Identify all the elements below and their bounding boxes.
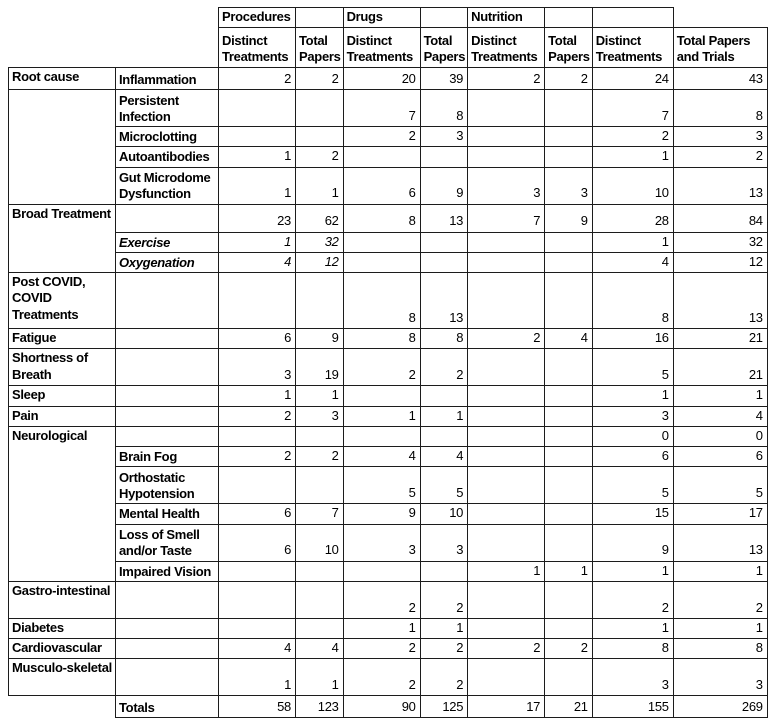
category-cell bbox=[9, 696, 116, 718]
value-cell: 8 bbox=[592, 639, 673, 659]
subcategory-cell: Oxygenation bbox=[116, 252, 219, 272]
value-cell bbox=[545, 349, 593, 386]
value-cell: 5 bbox=[420, 467, 468, 504]
value-cell: 1 bbox=[296, 659, 344, 696]
subcategory-cell bbox=[116, 426, 219, 446]
value-cell: 1 bbox=[219, 232, 296, 252]
value-cell: 1 bbox=[673, 561, 767, 581]
subcategory-cell bbox=[116, 618, 219, 638]
value-cell bbox=[296, 581, 344, 618]
value-cell: 9 bbox=[343, 504, 420, 524]
value-cell bbox=[468, 147, 545, 167]
category-cell: Broad Treatment bbox=[9, 204, 116, 273]
value-cell bbox=[545, 504, 593, 524]
value-cell bbox=[468, 90, 545, 127]
value-cell: 6 bbox=[219, 504, 296, 524]
value-cell bbox=[468, 447, 545, 467]
value-cell bbox=[420, 232, 468, 252]
value-cell: 3 bbox=[673, 127, 767, 147]
value-cell: 4 bbox=[592, 252, 673, 272]
value-cell: 2 bbox=[296, 147, 344, 167]
table-row bbox=[9, 659, 768, 696]
subcategory-cell: Brain Fog bbox=[116, 447, 219, 467]
value-cell: 23 bbox=[219, 204, 296, 232]
column-group-header: Nutrition bbox=[468, 8, 545, 28]
table-row bbox=[9, 581, 768, 618]
column-group-header bbox=[116, 8, 219, 28]
value-cell bbox=[545, 252, 593, 272]
value-cell: 2 bbox=[343, 127, 420, 147]
value-cell bbox=[219, 467, 296, 504]
column-group-header bbox=[420, 8, 468, 28]
value-cell: 1 bbox=[592, 618, 673, 638]
value-cell: 21 bbox=[545, 696, 593, 718]
column-group-header: Drugs bbox=[343, 8, 420, 28]
value-cell bbox=[219, 426, 296, 446]
category-cell: Gastro-intestinal bbox=[9, 581, 116, 618]
subcategory-cell bbox=[116, 406, 219, 426]
value-cell: 17 bbox=[673, 504, 767, 524]
value-cell: 3 bbox=[420, 524, 468, 561]
value-cell bbox=[296, 90, 344, 127]
value-cell: 1 bbox=[673, 618, 767, 638]
column-header bbox=[116, 28, 219, 68]
value-cell bbox=[420, 426, 468, 446]
value-cell: 2 bbox=[343, 581, 420, 618]
value-cell: 1 bbox=[219, 147, 296, 167]
table-row bbox=[9, 68, 768, 90]
value-cell bbox=[296, 467, 344, 504]
category-cell: Sleep bbox=[9, 386, 116, 406]
value-cell: 1 bbox=[296, 386, 344, 406]
value-cell: 2 bbox=[420, 659, 468, 696]
value-cell bbox=[343, 561, 420, 581]
table-row bbox=[9, 406, 768, 426]
value-cell bbox=[545, 524, 593, 561]
column-header: Distinct Treatments bbox=[468, 28, 545, 68]
value-cell: 7 bbox=[468, 204, 545, 232]
value-cell: 2 bbox=[592, 127, 673, 147]
value-cell: 0 bbox=[673, 426, 767, 446]
value-cell: 16 bbox=[592, 329, 673, 349]
value-cell: 2 bbox=[420, 639, 468, 659]
table-row bbox=[9, 204, 768, 232]
value-cell bbox=[343, 426, 420, 446]
category-cell bbox=[9, 90, 116, 205]
value-cell: 9 bbox=[545, 204, 593, 232]
value-cell: 3 bbox=[673, 659, 767, 696]
value-cell: 123 bbox=[296, 696, 344, 718]
subcategory-cell: Mental Health bbox=[116, 504, 219, 524]
subcategory-cell bbox=[116, 329, 219, 349]
table-row bbox=[9, 561, 768, 581]
value-cell: 1 bbox=[592, 147, 673, 167]
category-cell: Neurological bbox=[9, 426, 116, 581]
value-cell: 43 bbox=[673, 68, 767, 90]
value-cell: 2 bbox=[296, 447, 344, 467]
value-cell bbox=[545, 581, 593, 618]
column-header: Distinct Treatments bbox=[219, 28, 296, 68]
header-group-row bbox=[9, 8, 768, 28]
value-cell: 1 bbox=[420, 406, 468, 426]
value-cell: 2 bbox=[219, 447, 296, 467]
value-cell: 4 bbox=[296, 639, 344, 659]
value-cell bbox=[296, 561, 344, 581]
column-group-header bbox=[592, 8, 673, 28]
table-row bbox=[9, 329, 768, 349]
value-cell: 1 bbox=[343, 406, 420, 426]
value-cell: 20 bbox=[343, 68, 420, 90]
value-cell: 8 bbox=[343, 273, 420, 329]
value-cell bbox=[468, 349, 545, 386]
value-cell: 1 bbox=[219, 167, 296, 204]
value-cell bbox=[468, 467, 545, 504]
value-cell bbox=[219, 581, 296, 618]
value-cell: 1 bbox=[468, 561, 545, 581]
table-row bbox=[9, 232, 768, 252]
value-cell bbox=[545, 447, 593, 467]
value-cell: 13 bbox=[420, 204, 468, 232]
value-cell: 1 bbox=[420, 618, 468, 638]
value-cell bbox=[296, 426, 344, 446]
value-cell: 2 bbox=[420, 349, 468, 386]
value-cell: 4 bbox=[219, 252, 296, 272]
value-cell bbox=[219, 90, 296, 127]
value-cell bbox=[468, 252, 545, 272]
category-cell: Root cause bbox=[9, 68, 116, 90]
value-cell: 2 bbox=[592, 581, 673, 618]
value-cell bbox=[296, 618, 344, 638]
value-cell: 2 bbox=[468, 639, 545, 659]
value-cell: 90 bbox=[343, 696, 420, 718]
subcategory-cell: Microclotting bbox=[116, 127, 219, 147]
subcategory-cell bbox=[116, 349, 219, 386]
value-cell bbox=[545, 467, 593, 504]
value-cell: 8 bbox=[592, 273, 673, 329]
value-cell bbox=[468, 618, 545, 638]
value-cell: 0 bbox=[592, 426, 673, 446]
table-header bbox=[9, 8, 768, 68]
value-cell: 2 bbox=[420, 581, 468, 618]
value-cell: 125 bbox=[420, 696, 468, 718]
value-cell bbox=[343, 147, 420, 167]
value-cell: 3 bbox=[296, 406, 344, 426]
value-cell: 3 bbox=[468, 167, 545, 204]
value-cell: 6 bbox=[592, 447, 673, 467]
value-cell: 2 bbox=[343, 349, 420, 386]
value-cell: 13 bbox=[673, 167, 767, 204]
column-group-header bbox=[9, 8, 116, 28]
value-cell bbox=[219, 127, 296, 147]
value-cell: 4 bbox=[219, 639, 296, 659]
value-cell: 2 bbox=[545, 639, 593, 659]
value-cell: 9 bbox=[296, 329, 344, 349]
column-group-header bbox=[673, 8, 767, 28]
value-cell bbox=[343, 386, 420, 406]
subcategory-cell: Persistent Infection bbox=[116, 90, 219, 127]
value-cell bbox=[420, 252, 468, 272]
subcategory-cell: Loss of Smell and/or Taste bbox=[116, 524, 219, 561]
value-cell: 84 bbox=[673, 204, 767, 232]
value-cell: 15 bbox=[592, 504, 673, 524]
value-cell: 7 bbox=[343, 90, 420, 127]
column-group-header bbox=[545, 8, 593, 28]
value-cell: 2 bbox=[468, 329, 545, 349]
table-row bbox=[9, 504, 768, 524]
value-cell bbox=[545, 147, 593, 167]
value-cell: 4 bbox=[420, 447, 468, 467]
treatments-table bbox=[8, 7, 768, 718]
value-cell bbox=[219, 618, 296, 638]
subcategory-cell: Impaired Vision bbox=[116, 561, 219, 581]
value-cell: 58 bbox=[219, 696, 296, 718]
value-cell bbox=[545, 232, 593, 252]
value-cell: 3 bbox=[219, 349, 296, 386]
value-cell bbox=[468, 524, 545, 561]
value-cell: 5 bbox=[673, 467, 767, 504]
value-cell: 7 bbox=[592, 90, 673, 127]
value-cell: 4 bbox=[673, 406, 767, 426]
value-cell bbox=[296, 127, 344, 147]
value-cell: 19 bbox=[296, 349, 344, 386]
value-cell: 32 bbox=[296, 232, 344, 252]
value-cell: 6 bbox=[673, 447, 767, 467]
column-header: Distinct Treatments bbox=[592, 28, 673, 68]
value-cell bbox=[468, 127, 545, 147]
value-cell bbox=[343, 252, 420, 272]
value-cell: 13 bbox=[673, 273, 767, 329]
value-cell bbox=[468, 406, 545, 426]
column-header bbox=[9, 28, 116, 68]
value-cell: 1 bbox=[296, 167, 344, 204]
value-cell: 155 bbox=[592, 696, 673, 718]
value-cell: 10 bbox=[296, 524, 344, 561]
value-cell bbox=[420, 386, 468, 406]
value-cell: 21 bbox=[673, 349, 767, 386]
subcategory-cell: Totals bbox=[116, 696, 219, 718]
category-cell: Musculo-skeletal bbox=[9, 659, 116, 696]
value-cell bbox=[545, 659, 593, 696]
value-cell: 6 bbox=[219, 329, 296, 349]
value-cell: 1 bbox=[592, 386, 673, 406]
value-cell bbox=[468, 581, 545, 618]
value-cell: 32 bbox=[673, 232, 767, 252]
table-row bbox=[9, 467, 768, 504]
value-cell: 2 bbox=[219, 68, 296, 90]
value-cell bbox=[468, 273, 545, 329]
value-cell bbox=[468, 659, 545, 696]
table-row bbox=[9, 524, 768, 561]
value-cell bbox=[343, 232, 420, 252]
value-cell: 1 bbox=[673, 386, 767, 406]
subcategory-cell bbox=[116, 386, 219, 406]
subcategory-cell: Autoantibodies bbox=[116, 147, 219, 167]
value-cell: 3 bbox=[420, 127, 468, 147]
subcategory-cell bbox=[116, 273, 219, 329]
value-cell: 1 bbox=[219, 659, 296, 696]
value-cell: 13 bbox=[420, 273, 468, 329]
value-cell bbox=[545, 386, 593, 406]
value-cell: 3 bbox=[343, 524, 420, 561]
value-cell: 10 bbox=[592, 167, 673, 204]
value-cell: 12 bbox=[673, 252, 767, 272]
value-cell: 2 bbox=[343, 659, 420, 696]
table-row bbox=[9, 386, 768, 406]
value-cell bbox=[468, 386, 545, 406]
value-cell: 1 bbox=[219, 386, 296, 406]
category-cell: Diabetes bbox=[9, 618, 116, 638]
value-cell: 3 bbox=[592, 406, 673, 426]
value-cell: 3 bbox=[592, 659, 673, 696]
value-cell: 8 bbox=[343, 204, 420, 232]
table-row bbox=[9, 447, 768, 467]
table-body bbox=[9, 68, 768, 718]
value-cell: 28 bbox=[592, 204, 673, 232]
value-cell: 24 bbox=[592, 68, 673, 90]
value-cell: 12 bbox=[296, 252, 344, 272]
table-row bbox=[9, 426, 768, 446]
value-cell: 6 bbox=[343, 167, 420, 204]
value-cell bbox=[420, 147, 468, 167]
value-cell: 8 bbox=[673, 90, 767, 127]
value-cell bbox=[420, 561, 468, 581]
value-cell bbox=[296, 273, 344, 329]
subcategory-cell: Exercise bbox=[116, 232, 219, 252]
value-cell: 8 bbox=[673, 639, 767, 659]
subcategory-cell bbox=[116, 204, 219, 232]
value-cell: 10 bbox=[420, 504, 468, 524]
value-cell: 2 bbox=[296, 68, 344, 90]
column-header: Total Papers bbox=[545, 28, 593, 68]
value-cell: 5 bbox=[592, 349, 673, 386]
value-cell: 6 bbox=[219, 524, 296, 561]
table-row bbox=[9, 252, 768, 272]
value-cell: 17 bbox=[468, 696, 545, 718]
value-cell bbox=[219, 561, 296, 581]
column-header: Total Papers bbox=[420, 28, 468, 68]
value-cell bbox=[468, 232, 545, 252]
column-header: Total Papers bbox=[296, 28, 344, 68]
category-cell: Fatigue bbox=[9, 329, 116, 349]
column-group-header: Procedures bbox=[219, 8, 296, 28]
table-row bbox=[9, 167, 768, 204]
value-cell: 2 bbox=[673, 581, 767, 618]
value-cell bbox=[468, 504, 545, 524]
table-row bbox=[9, 639, 768, 659]
value-cell bbox=[545, 426, 593, 446]
subcategory-cell: Orthostatic Hypotension bbox=[116, 467, 219, 504]
table-row bbox=[9, 273, 768, 329]
value-cell: 21 bbox=[673, 329, 767, 349]
category-cell: Cardiovascular bbox=[9, 639, 116, 659]
value-cell: 4 bbox=[545, 329, 593, 349]
value-cell: 2 bbox=[343, 639, 420, 659]
subcategory-cell: Gut Microdome Dysfunction bbox=[116, 167, 219, 204]
value-cell: 2 bbox=[673, 147, 767, 167]
value-cell: 8 bbox=[343, 329, 420, 349]
value-cell bbox=[545, 618, 593, 638]
value-cell: 7 bbox=[296, 504, 344, 524]
subcategory-cell: Inflammation bbox=[116, 68, 219, 90]
value-cell bbox=[545, 127, 593, 147]
value-cell bbox=[468, 426, 545, 446]
value-cell bbox=[545, 406, 593, 426]
value-cell: 5 bbox=[343, 467, 420, 504]
value-cell: 4 bbox=[343, 447, 420, 467]
value-cell: 1 bbox=[592, 561, 673, 581]
table-row bbox=[9, 696, 768, 718]
category-cell: Shortness of Breath bbox=[9, 349, 116, 386]
value-cell: 39 bbox=[420, 68, 468, 90]
table-row bbox=[9, 349, 768, 386]
category-cell: Post COVID, COVID Treatments bbox=[9, 273, 116, 329]
table-row bbox=[9, 147, 768, 167]
category-cell: Pain bbox=[9, 406, 116, 426]
value-cell bbox=[545, 273, 593, 329]
subcategory-cell bbox=[116, 659, 219, 696]
header-label-row bbox=[9, 28, 768, 68]
column-group-header bbox=[296, 8, 344, 28]
value-cell: 62 bbox=[296, 204, 344, 232]
value-cell: 1 bbox=[545, 561, 593, 581]
value-cell: 9 bbox=[420, 167, 468, 204]
value-cell: 5 bbox=[592, 467, 673, 504]
value-cell: 2 bbox=[219, 406, 296, 426]
column-header: Distinct Treatments bbox=[343, 28, 420, 68]
table-row bbox=[9, 618, 768, 638]
value-cell: 8 bbox=[420, 329, 468, 349]
value-cell: 3 bbox=[545, 167, 593, 204]
value-cell: 2 bbox=[468, 68, 545, 90]
value-cell: 1 bbox=[592, 232, 673, 252]
value-cell: 9 bbox=[592, 524, 673, 561]
value-cell bbox=[545, 90, 593, 127]
value-cell bbox=[219, 273, 296, 329]
value-cell: 2 bbox=[545, 68, 593, 90]
subcategory-cell bbox=[116, 639, 219, 659]
table-row bbox=[9, 90, 768, 127]
value-cell: 269 bbox=[673, 696, 767, 718]
subcategory-cell bbox=[116, 581, 219, 618]
table-row bbox=[9, 127, 768, 147]
value-cell: 1 bbox=[343, 618, 420, 638]
value-cell: 8 bbox=[420, 90, 468, 127]
value-cell: 13 bbox=[673, 524, 767, 561]
column-header: Total Papers and Trials bbox=[673, 28, 767, 68]
